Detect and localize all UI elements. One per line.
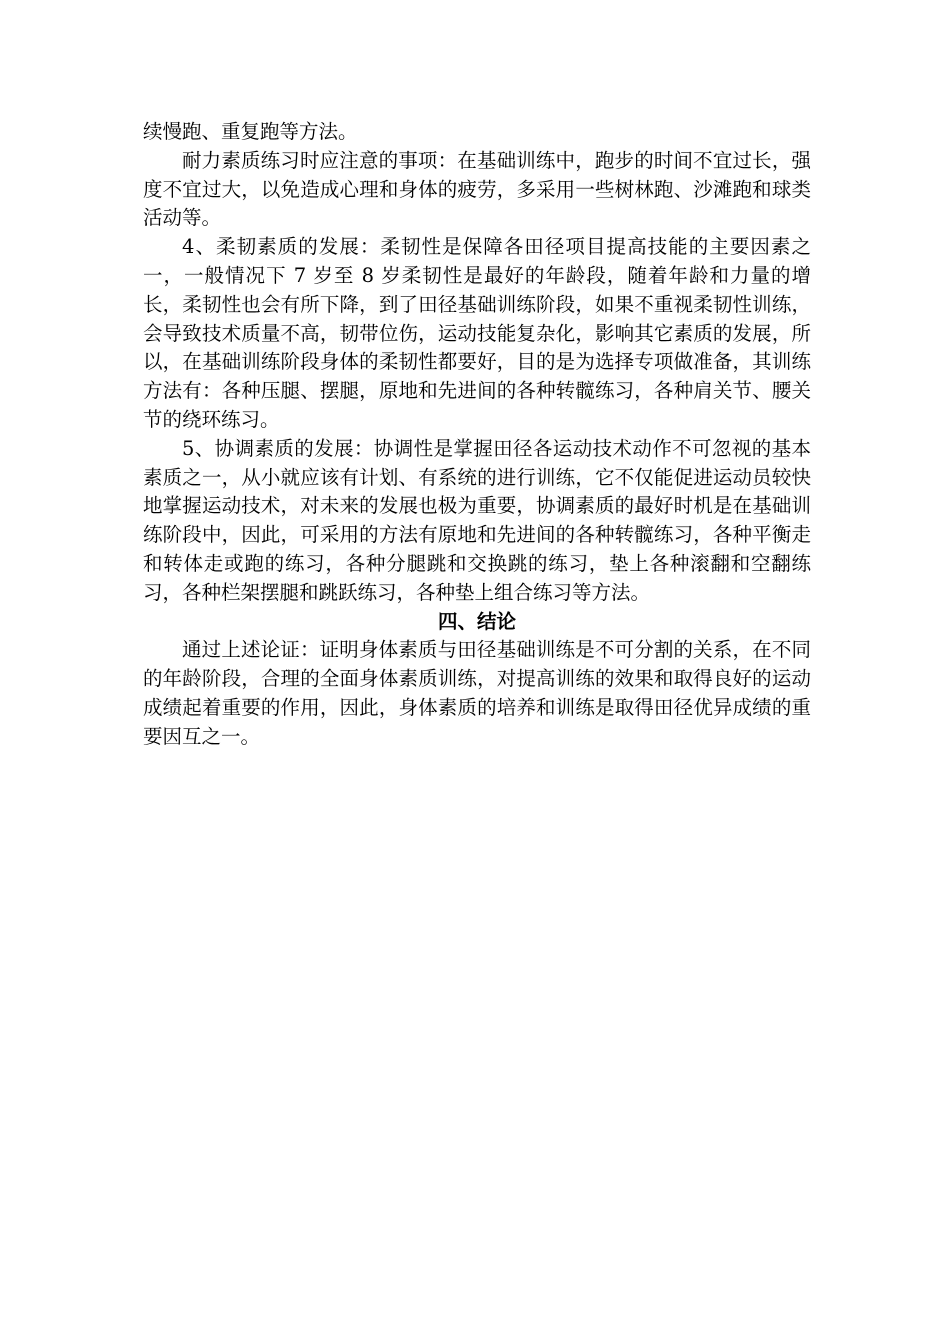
paragraph-endurance-notes: 耐力素质练习时应注意的事项：在基础训练中，跑步的时间不宜过长，强度不宜过大，以免造成心理和身体的疲劳，多采用一些树林跑、沙滩跑和球类活动等。: [143, 148, 811, 230]
paragraph-coordination: 5、协调素质的发展：协调性是掌握田径各运动技术动作不可忽视的基本素质之一，从小就应该有计划、有系统的进行训练，它不仅能促进运动员较快地掌握运动技术，对未来的发展也极为重要，协调素质的最好时机是在基础训练阶段中，因此，可采用的方法有原地和先进间的各种转髋练习，各种平衡走和转体走或跑的练习，各种分腿跳和交换跳的练习，垫上各种滚翻和空翻练习，各种栏架摆腿和跳跃练习，各种垫上组合练习等方法。: [143, 436, 811, 604]
paragraph-flexibility: 4、柔韧素质的发展：柔韧性是保障各田径项目提高技能的主要因素之一，一般情况下 7 岁至 8 岁柔韧性是最好的年龄段，随着年龄和力量的增长，柔韧性也会有所下降，到了田径基础训练阶段，如果不重视柔韧性训练，会导致技术质量不高，韧带位伤，运动技能复杂化，影响其它素质的发展，所以，在基础训练阶段身体的柔韧性都要好，目的是为选择专项做准备，其训练方法有：各种压腿、摆腿，原地和先进间的各种转髋练习，各种肩关节、腰关节的绕环练习。: [143, 235, 811, 431]
paragraph-continued-method: 续慢跑、重复跑等方法。: [143, 120, 358, 143]
section-heading-conclusion: 四、结论: [437, 609, 516, 633]
document-body: [143, 118, 811, 752]
paragraph-conclusion: 通过上述论证：证明身体素质与田径基础训练是不可分割的关系，在不同的年龄阶段，合理的全面身体素质训练，对提高训练的效果和取得良好的运动成绩起着重要的作用，因此，身体素质的培养和训练是取得田径优异成绩的重要因互之一。: [143, 638, 811, 748]
